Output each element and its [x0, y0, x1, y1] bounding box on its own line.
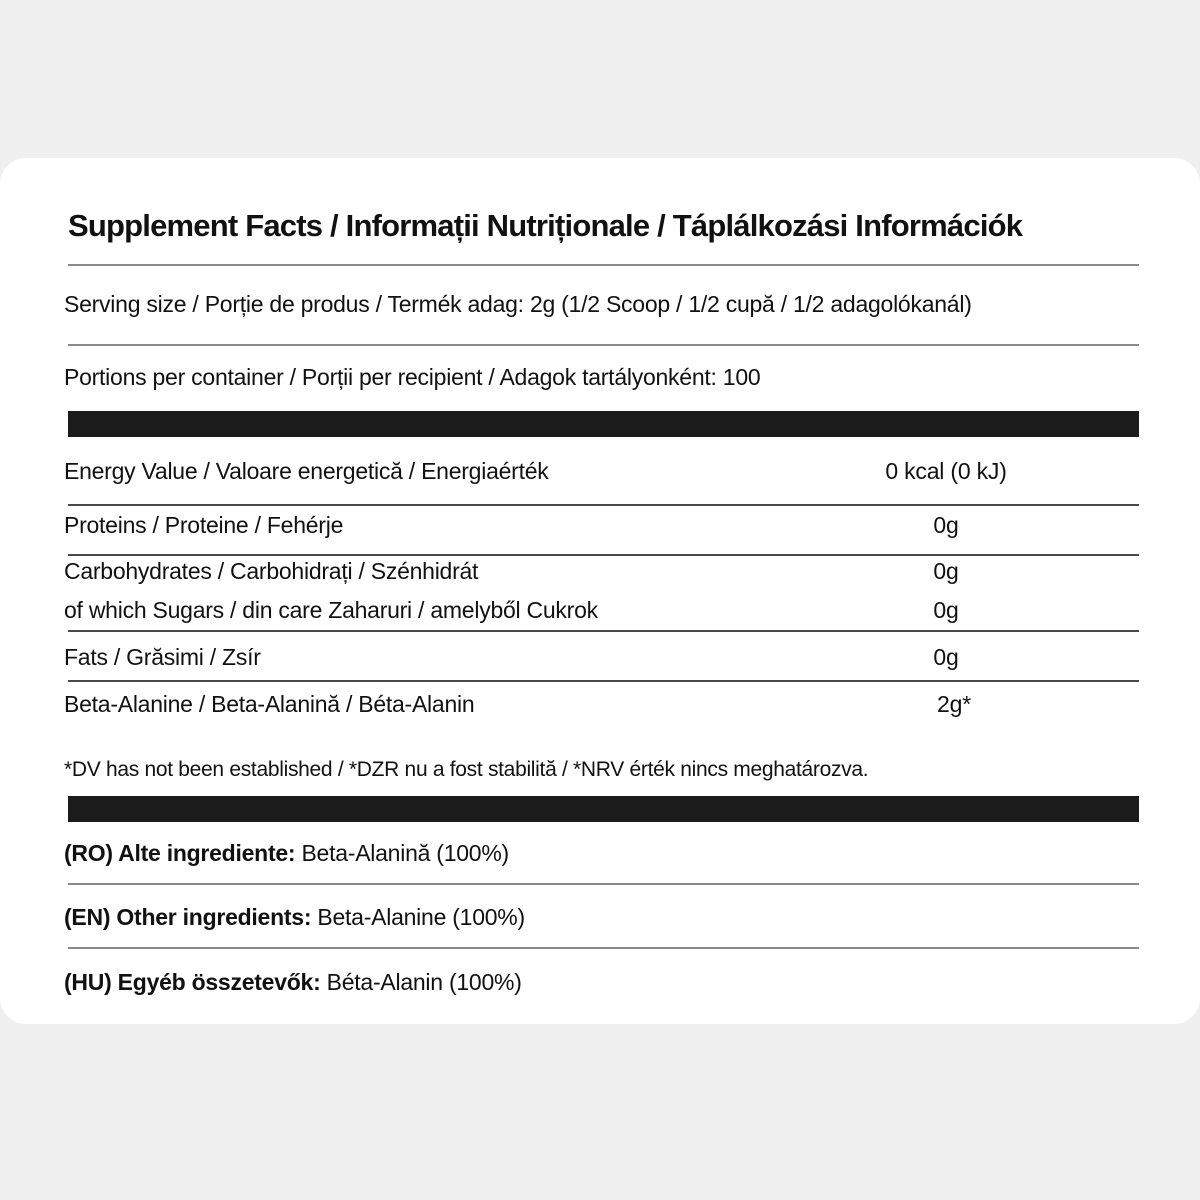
thick-divider-bar — [68, 411, 1139, 437]
divider — [68, 504, 1139, 506]
nutrient-label-proteins: Proteins / Proteine / Fehérje — [64, 512, 344, 538]
nutrition-label-card — [0, 158, 1200, 1024]
divider — [68, 630, 1139, 632]
thick-divider-bar — [68, 796, 1139, 822]
serving-size: Serving size / Porție de produs / Termék adag: 2g (1/2 Scoop / 1/2 cupă / 1/2 adagolókanál) — [64, 291, 972, 317]
nutrient-value-beta-alanine: 2g* — [937, 691, 971, 717]
nutrient-value-sugars: 0g — [933, 597, 959, 623]
portions-per-container: Portions per container / Porții per recipient / Adagok tartályonként: 100 — [64, 364, 761, 390]
ingredients-en-value: Beta-Alanine (100%) — [311, 904, 525, 930]
ingredients-ro — [64, 838, 509, 868]
ingredients-en-label: (EN) Other ingredients: — [64, 904, 312, 930]
ingredients-hu — [64, 967, 522, 997]
footnote: *DV has not been established / *DZR nu a fost stabilită / *NRV érték nincs meghatározva. — [64, 758, 869, 781]
nutrient-label-energy: Energy Value / Valoare energetică / Energiaérték — [64, 458, 549, 484]
divider — [68, 344, 1139, 346]
divider — [68, 947, 1139, 949]
nutrient-label-fats: Fats / Grăsimi / Zsír — [64, 644, 261, 670]
nutrient-value-fats: 0g — [933, 644, 959, 670]
ingredients-hu-label: (HU) Egyéb összetevők: — [64, 969, 321, 995]
nutrient-label-carbohydrates: Carbohydrates / Carbohidrați / Szénhidrát — [64, 558, 479, 584]
divider — [68, 883, 1139, 885]
ingredients-hu-value: Béta-Alanin (100%) — [320, 969, 522, 995]
ingredients-en — [64, 902, 525, 932]
nutrient-value-energy: 0 kcal (0 kJ) — [885, 458, 1007, 484]
ingredients-ro-label: (RO) Alte ingrediente: — [64, 840, 296, 866]
nutrient-label-sugars: of which Sugars / din care Zaharuri / amelyből Cukrok — [64, 597, 598, 623]
divider — [68, 264, 1139, 266]
label-title: Supplement Facts / Informații Nutriționale / Táplálkozási Információk — [68, 208, 1023, 243]
nutrient-value-carbohydrates: 0g — [933, 558, 959, 584]
divider — [68, 680, 1139, 682]
nutrient-value-proteins: 0g — [933, 512, 959, 538]
ingredients-ro-value: Beta-Alanină (100%) — [295, 840, 509, 866]
nutrient-label-beta-alanine: Beta-Alanine / Beta-Alanină / Béta-Alanin — [64, 691, 475, 717]
